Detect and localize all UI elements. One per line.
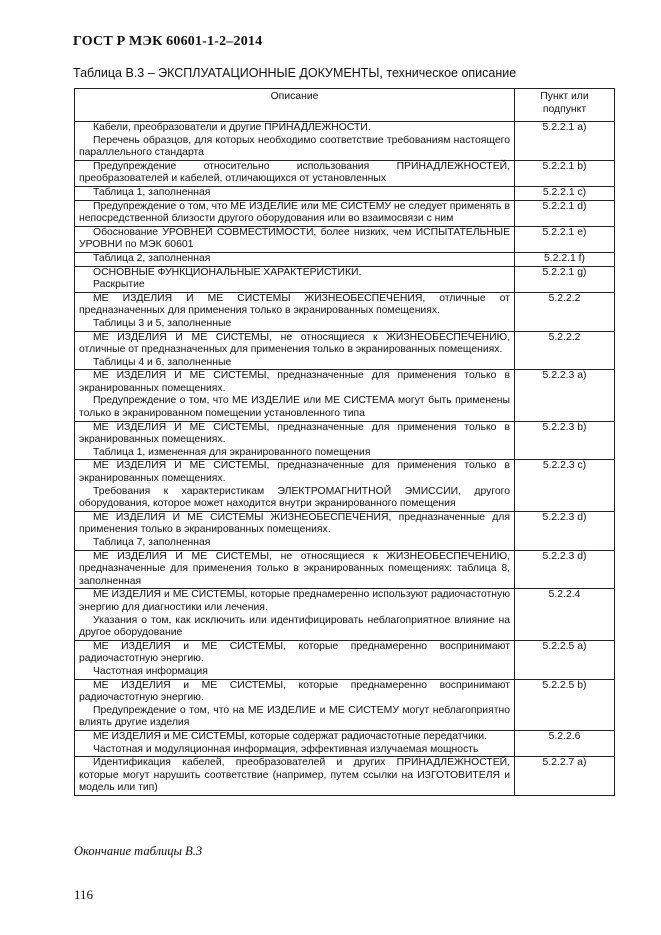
row-clause: 5.2.2.1 с) <box>515 186 615 200</box>
description-paragraph: ОСНОВНЫЕ ФУНКЦИОНАЛЬНЫЕ ХАРАКТЕРИСТИКИ. <box>93 266 362 278</box>
table-caption: Таблица В.3 – ЭКСПЛУАТАЦИОННЫЕ ДОКУМЕНТЫ, техническое описание <box>73 66 517 80</box>
row-description <box>75 370 515 421</box>
description-paragraph: Таблицы 4 и 6, заполненные <box>93 356 232 368</box>
table-row <box>75 122 615 161</box>
description-paragraph: Перечень образцов, для которых необходимо соответствие требованиям настоящего параллельного стандарта <box>79 134 510 159</box>
row-description <box>75 266 515 292</box>
row-clause: 5.2.2.3 с) <box>515 460 615 511</box>
row-description <box>75 200 515 226</box>
table-end-caption: Окончание таблицы В.3 <box>74 844 203 858</box>
row-description <box>75 186 515 200</box>
description-paragraph: Таблица 1, измененная для экранированного помещения <box>93 446 371 458</box>
table-row <box>75 226 615 252</box>
row-description <box>75 511 515 550</box>
row-description <box>75 679 515 730</box>
description-paragraph: Таблица 2, заполненная <box>93 252 211 264</box>
row-description <box>75 226 515 252</box>
row-clause: 5.2.2.2 <box>515 292 615 331</box>
row-description <box>75 460 515 511</box>
description-paragraph: МЕ ИЗДЕЛИЯ И МЕ СИСТЕМЫ, предназначенные для применения только в экранированных помещениях. <box>79 460 510 485</box>
description-paragraph: Требования к характеристикам ЭЛЕКТРОМАГНИТНОЙ ЭМИССИИ, другого оборудования, которое может находится внутри экранированного помещения <box>79 485 510 510</box>
row-description <box>75 550 515 589</box>
description-paragraph: Предупреждение о том, что на МЕ ИЗДЕЛИЕ и МЕ СИСТЕМУ могут неблагоприятно влиять другие изделия <box>79 704 510 729</box>
column-header-description: Описание <box>75 89 515 122</box>
table-row <box>75 160 615 186</box>
row-clause: 5.2.2.3 d) <box>515 550 615 589</box>
table-row <box>75 757 615 796</box>
table-row <box>75 550 615 589</box>
description-paragraph: Раскрытие <box>93 279 145 291</box>
description-paragraph: Частотная информация <box>93 665 208 677</box>
table-row <box>75 200 615 226</box>
description-paragraph: Идентификация кабелей, преобразователей и других ПРИНАДЛЕЖНОСТЕЙ, которые могут нарушить соответствие (например, путем ссылки на ИЗГОТОВИТЕЛЯ и модель или тип) <box>79 757 510 794</box>
column-header-clause: Пункт или подпункт <box>515 89 615 122</box>
table-row <box>75 421 615 460</box>
row-description <box>75 122 515 161</box>
row-description <box>75 160 515 186</box>
description-paragraph: Таблицы 3 и 5, заполненные <box>93 317 232 329</box>
table-row <box>75 511 615 550</box>
row-clause: 5.2.2.6 <box>515 730 615 756</box>
description-paragraph: Предупреждение относительно использования ПРИНАДЛЕЖНОСТЕЙ, преобразователей и кабелей, отличающихся от установленных <box>79 160 510 185</box>
description-paragraph: МЕ ИЗДЕЛИЯ и МЕ СИСТЕМЫ, которые преднамеренно воспринимают радиочастотную энергию. <box>79 679 510 704</box>
table-row <box>75 679 615 730</box>
description-paragraph: МЕ ИЗДЕЛИЯ И МЕ СИСТЕМЫ, не относящиеся к ЖИЗНЕОБЕСПЕЧЕНИЮ, отличные от предназначенных для применения только в экранированных помещениях. <box>79 331 510 356</box>
table-body <box>75 122 615 796</box>
row-clause: 5.2.2.1 b) <box>515 160 615 186</box>
description-paragraph: МЕ ИЗДЕЛИЯ и МЕ СИСТЕМЫ, которые преднамеренно воспринимают радиочастотную энергию. <box>79 640 510 665</box>
description-paragraph: Указания о том, как исключить или идентифицировать неблагоприятное влияние на другое оборудование <box>79 614 510 639</box>
table-row <box>75 460 615 511</box>
description-paragraph: МЕ ИЗДЕЛИЯ И МЕ СИСТЕМЫ, предназначенные для применения только в экранированных помещениях. <box>79 370 510 394</box>
row-clause: 5.2.2.3 b) <box>515 421 615 460</box>
row-description <box>75 331 515 370</box>
description-paragraph: Предупреждение о том, что МЕ ИЗДЕЛИЕ или МЕ СИСТЕМУ не следует применять в непосредственной близости другого оборудования или во взаимосвязи с ним <box>79 200 510 225</box>
row-clause: 5.2.2.1 а) <box>515 122 615 161</box>
description-paragraph: МЕ ИЗДЕЛИЯ И МЕ СИСТЕМЫ ЖИЗНЕОБЕСПЕЧЕНИЯ, отличные от предназначенных для применения только в экранированных помещениях. <box>79 292 510 317</box>
table-row <box>75 292 615 331</box>
row-clause: 5.2.2.3 а) <box>515 370 615 421</box>
row-clause: 5.2.2.1 g) <box>515 266 615 292</box>
row-clause: 5.2.2.3 d) <box>515 511 615 550</box>
document-header: ГОСТ Р МЭК 60601-1-2–2014 <box>73 34 263 49</box>
description-paragraph: МЕ ИЗДЕЛИЯ И МЕ СИСТЕМЫ ЖИЗНЕОБЕСПЕЧЕНИЯ, предназначенные для применения только в экранированных помещениях. <box>79 511 510 536</box>
description-paragraph: МЕ ИЗДЕЛИЯ и МЕ СИСТЕМЫ, которые содержат радиочастотные передатчики. <box>93 730 487 742</box>
description-paragraph: МЕ ИЗДЕЛИЯ И МЕ СИСТЕМЫ, не относящиеся к ЖИЗНЕОБЕСПЕЧЕНИЮ, предназначенные для применения только в экранированных помещениях: таблица 8, заполненная <box>79 550 510 587</box>
description-paragraph: Частотная и модуляционная информация, эффективная излучаемая мощность <box>93 743 479 755</box>
row-clause: 5.2.2.5 а) <box>515 640 615 679</box>
table-row <box>75 331 615 370</box>
operational-documents-table <box>74 88 615 796</box>
row-description <box>75 292 515 331</box>
row-description <box>75 421 515 460</box>
description-paragraph: МЕ ИЗДЕЛИЯ И МЕ СИСТЕМЫ, предназначенные для применения только в экранированных помещениях. <box>79 421 510 446</box>
table-row <box>75 730 615 756</box>
description-paragraph: Таблица 7, заполненная <box>93 537 211 548</box>
description-paragraph: Таблица 1, заполненная <box>93 186 211 198</box>
row-clause: 5.2.2.4 <box>515 589 615 640</box>
table-row <box>75 589 615 640</box>
row-description <box>75 757 515 796</box>
table-row <box>75 640 615 679</box>
table-header-row <box>75 89 615 122</box>
table-row <box>75 370 615 421</box>
row-clause: 5.2.2.2 <box>515 331 615 370</box>
description-paragraph: Обоснование УРОВНЕЙ СОВМЕСТИМОСТИ, более низких, чем ИСПЫТАТЕЛЬНЫЕ УРОВНИ по МЭК 60601 <box>79 226 510 251</box>
row-clause: 5.2.2.1 d) <box>515 200 615 226</box>
row-clause: 5.2.2.7 а) <box>515 757 615 796</box>
row-clause: 5.2.2.1 е) <box>515 226 615 252</box>
row-description <box>75 730 515 756</box>
row-clause: 5.2.2.1 f) <box>515 252 615 266</box>
table-row <box>75 252 615 266</box>
row-description <box>75 252 515 266</box>
row-clause: 5.2.2.5 b) <box>515 679 615 730</box>
description-paragraph: Предупреждение о том, что МЕ ИЗДЕЛИЕ или МЕ СИСТЕМА могут быть применены только в экранированном помещении установленного типа <box>79 395 510 420</box>
table-row <box>75 266 615 292</box>
page-number: 116 <box>74 887 94 902</box>
description-paragraph: МЕ ИЗДЕЛИЯ и МЕ СИСТЕМЫ, которые преднамеренно используют радиочастотную энергию для диагностики или лечения. <box>79 589 510 613</box>
row-description <box>75 640 515 679</box>
description-paragraph: Кабели, преобразователи и другие ПРИНАДЛЕЖНОСТИ. <box>93 122 371 133</box>
table-row <box>75 186 615 200</box>
row-description <box>75 589 515 640</box>
